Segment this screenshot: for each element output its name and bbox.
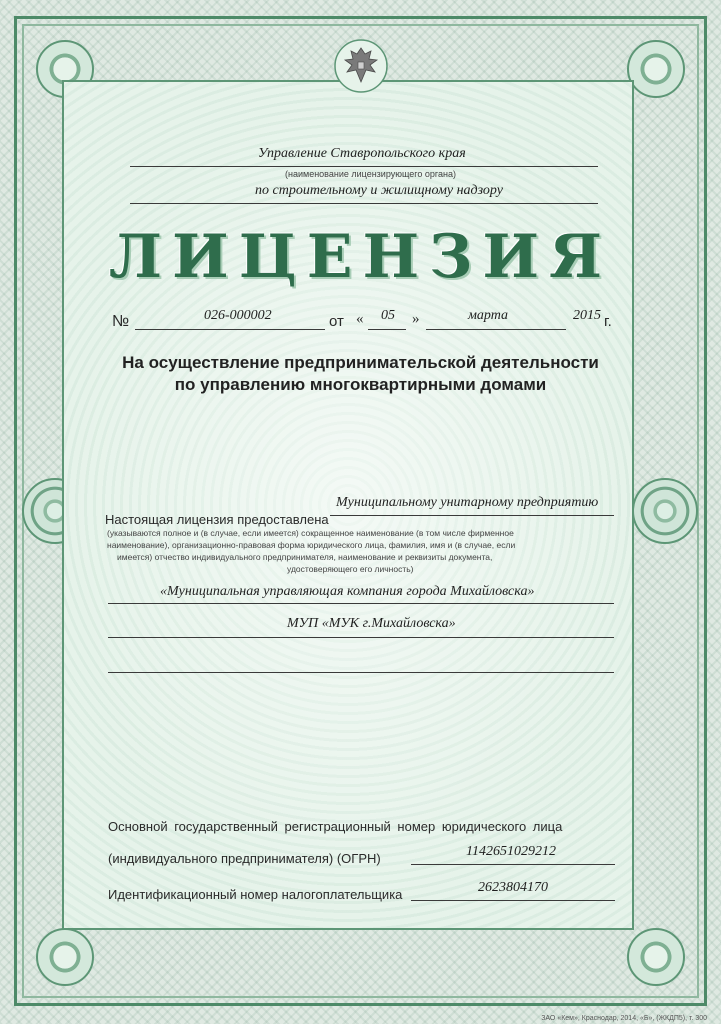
date-year-suffix: г. [604,313,612,330]
activity-line1: На осуществление предпринимательской деятельности [122,353,599,372]
grantee-caption-3: имеется) отчество индивидуального предпринимателя, наименование и реквизиты документа, [117,552,493,562]
inn-value: 2623804170 [478,880,548,895]
corner-ornament-top-right [627,40,685,98]
ogrn-label-line1: Основной государственный регистрационный номер юридического лица [108,819,563,834]
number-underline [135,329,325,330]
issuer-underline1 [130,166,598,167]
date-year: 2015 [573,308,601,323]
corner-ornament-bottom-left [36,928,94,986]
rosette-right [632,478,698,544]
date-month: марта [468,308,509,323]
printer-imprint: ЗАО «Кем», Краснодар, 2014, «Б», (ЖКДП5), т. 300 [541,1015,707,1022]
inn-label: Идентификационный номер налогоплательщика [108,887,403,902]
ogrn-underline [411,864,615,865]
month-underline [426,329,566,330]
licensed-activity [0,352,721,396]
issuer-line2: по строительному и жилищному надзору [255,183,503,198]
date-quote-open: « [356,311,364,327]
document-title: ЛИЦЕНЗИЯ [108,222,613,292]
grantee-caption-4: удостоверяющего его личность) [287,564,414,574]
day-underline [368,329,406,330]
ogrn-value: 1142651029212 [466,844,556,859]
license-number: 026-000002 [204,308,272,323]
issuer-caption: (наименование лицензирующего органа) [285,169,456,179]
issuer-underline2 [130,203,598,204]
ogrn-label-line2: (индивидуального предпринимателя) (ОГРН) [108,851,381,866]
issuer-line1: Управление Ставропольского края [258,146,466,161]
grantee-label: Настоящая лицензия предоставлена [105,512,329,527]
inn-underline [411,900,615,901]
grantee-full-name: «Муниципальная управляющая компания города Михайловска» [160,584,535,599]
short-name-underline [108,637,614,638]
full-name-underline [108,603,614,604]
date-day: 05 [381,308,395,323]
grantee-caption-2: наименование), организационно-правовая форма юридического лица, фамилия, имя и (в случае, если [107,540,516,550]
grantee-short-name: МУП «МУК г.Михайловска» [287,616,456,631]
grantee-caption-1: (указываются полное и (в случае, если имеется) сокращенное наименование (в том числе фирменное [107,528,514,538]
blank-underline [108,672,614,673]
corner-ornament-bottom-right [627,928,685,986]
number-prefix: № [112,313,130,330]
date-quote-close: » [412,311,420,327]
date-from-label: от [329,313,344,330]
grantee-underline [330,515,614,516]
coat-of-arms-icon [333,38,389,94]
activity-line2: по управлению многоквартирными домами [174,375,547,394]
grantee-value: Муниципальному унитарному предприятию [336,495,599,510]
